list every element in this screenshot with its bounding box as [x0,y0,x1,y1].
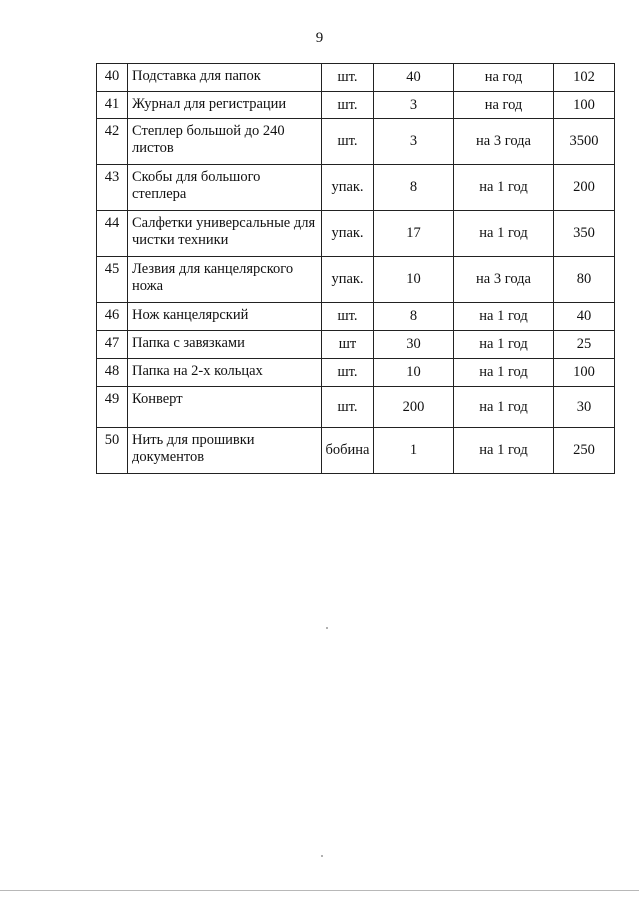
item-period: на 3 года [454,257,554,303]
item-quantity: 40 [374,64,454,92]
item-quantity: 200 [374,387,454,428]
item-unit: шт. [322,303,374,331]
table-row [97,119,615,165]
row-number: 48 [97,359,128,387]
item-price: 40 [554,303,615,331]
table-row [97,387,615,428]
item-unit: шт. [322,119,374,165]
item-price: 25 [554,331,615,359]
item-period: на 1 год [454,387,554,428]
item-unit: упак. [322,165,374,211]
row-number: 41 [97,92,128,119]
item-price: 30 [554,387,615,428]
row-number: 46 [97,303,128,331]
item-price: 200 [554,165,615,211]
item-price: 250 [554,428,615,474]
row-number: 47 [97,331,128,359]
table-row [97,92,615,119]
item-name: Папка на 2-х кольцах [128,359,322,387]
table-row [97,303,615,331]
supply-table [96,63,615,474]
table-row [97,331,615,359]
item-price: 3500 [554,119,615,165]
item-quantity: 30 [374,331,454,359]
item-price: 100 [554,359,615,387]
row-number: 40 [97,64,128,92]
item-period: на 1 год [454,428,554,474]
item-unit: шт. [322,359,374,387]
item-quantity: 8 [374,165,454,211]
table-row [97,428,615,474]
item-price: 80 [554,257,615,303]
item-quantity: 1 [374,428,454,474]
table-row [97,359,615,387]
item-unit: шт. [322,387,374,428]
table-row [97,64,615,92]
item-name: Подставка для папок [128,64,322,92]
item-period: на 1 год [454,211,554,257]
item-period: на год [454,64,554,92]
item-price: 350 [554,211,615,257]
item-quantity: 3 [374,119,454,165]
item-name: Папка с завязками [128,331,322,359]
item-name: Нож канцелярский [128,303,322,331]
item-period: на 1 год [454,165,554,211]
item-period: на 1 год [454,331,554,359]
item-unit: упак. [322,211,374,257]
item-unit: шт [322,331,374,359]
table-row [97,257,615,303]
item-quantity: 17 [374,211,454,257]
item-name: Нить для прошивки документов [128,428,322,474]
row-number: 42 [97,119,128,165]
scan-speck [321,855,323,857]
item-period: на 1 год [454,359,554,387]
row-number: 43 [97,165,128,211]
item-price: 102 [554,64,615,92]
item-name: Скобы для большого степлера [128,165,322,211]
item-period: на 3 года [454,119,554,165]
page-number: 9 [315,30,324,46]
item-unit: упак. [322,257,374,303]
item-unit: шт. [322,64,374,92]
table-row [97,165,615,211]
row-number: 45 [97,257,128,303]
table-row [97,211,615,257]
item-quantity: 10 [374,359,454,387]
row-number: 44 [97,211,128,257]
item-unit: бобина [322,428,374,474]
item-name: Степлер большой до 240 листов [128,119,322,165]
item-quantity: 8 [374,303,454,331]
item-name: Конверт [128,387,322,428]
row-number: 49 [97,387,128,428]
item-quantity: 3 [374,92,454,119]
item-name: Лезвия для канцелярского ножа [128,257,322,303]
item-quantity: 10 [374,257,454,303]
item-price: 100 [554,92,615,119]
item-unit: шт. [322,92,374,119]
scan-speck [326,627,328,629]
scan-edge-line [0,890,639,891]
item-period: на 1 год [454,303,554,331]
item-name: Салфетки универсальные для чистки техники [128,211,322,257]
row-number: 50 [97,428,128,474]
item-period: на год [454,92,554,119]
item-name: Журнал для регистрации [128,92,322,119]
